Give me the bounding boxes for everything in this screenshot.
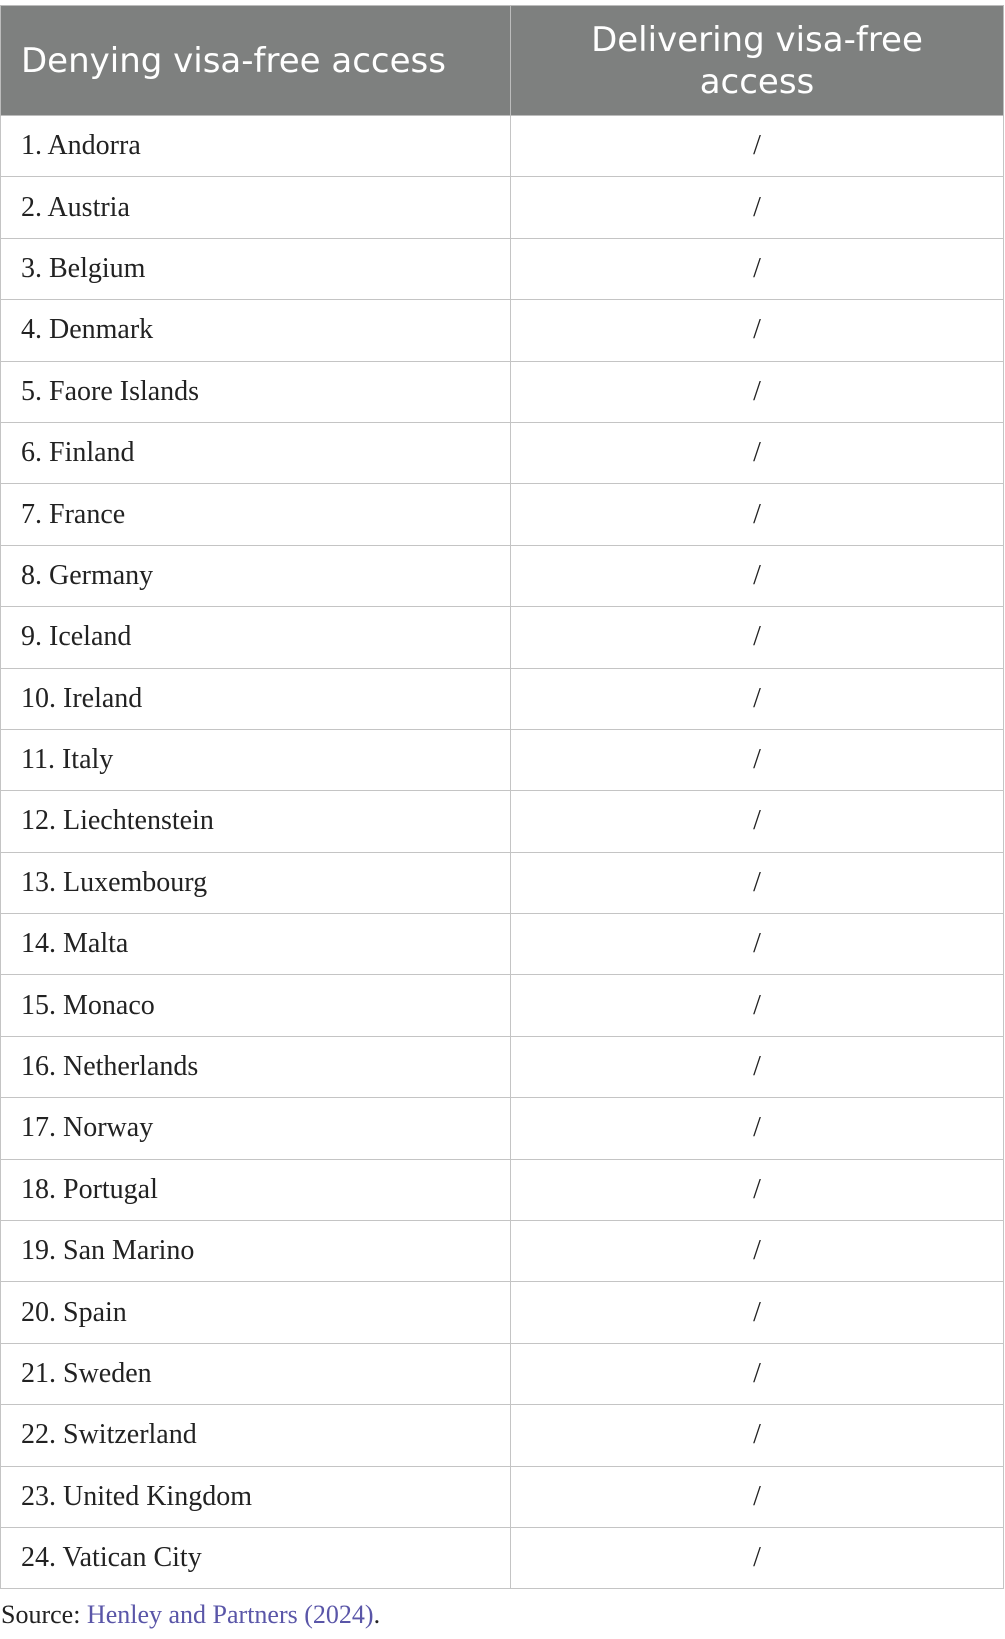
access-cell: /	[511, 729, 1004, 790]
country-cell: 19. San Marino	[1, 1221, 511, 1282]
access-cell: /	[511, 177, 1004, 238]
country-cell: 20. Spain	[1, 1282, 511, 1343]
country-cell: 9. Iceland	[1, 607, 511, 668]
header-delivering: Delivering visa-free access	[511, 6, 1004, 116]
header-row	[1, 6, 1004, 116]
source-prefix: Source:	[1, 1600, 87, 1629]
access-cell: /	[511, 1466, 1004, 1527]
country-cell: 14. Malta	[1, 914, 511, 975]
country-cell: 6. Finland	[1, 422, 511, 483]
table-row	[1, 729, 1004, 790]
country-cell: 4. Denmark	[1, 300, 511, 361]
table-header	[1, 6, 1004, 116]
country-cell: 23. United Kingdom	[1, 1466, 511, 1527]
access-cell: /	[511, 1221, 1004, 1282]
country-cell: 1. Andorra	[1, 116, 511, 177]
access-cell: /	[511, 1343, 1004, 1404]
table-row	[1, 238, 1004, 299]
table-row	[1, 1405, 1004, 1466]
table-row	[1, 422, 1004, 483]
table-row	[1, 1098, 1004, 1159]
country-cell: 11. Italy	[1, 729, 511, 790]
table-row	[1, 116, 1004, 177]
access-cell: /	[511, 238, 1004, 299]
access-cell: /	[511, 484, 1004, 545]
visa-access-table	[0, 5, 1004, 1589]
table-row	[1, 361, 1004, 422]
table-row	[1, 914, 1004, 975]
source-link[interactable]: Henley and Partners (2024)	[86, 1600, 374, 1629]
access-cell: /	[511, 607, 1004, 668]
table-row	[1, 1282, 1004, 1343]
access-cell: /	[511, 116, 1004, 177]
access-cell: /	[511, 791, 1004, 852]
source-suffix: .	[373, 1600, 381, 1629]
table-row	[1, 1343, 1004, 1404]
country-cell: 15. Monaco	[1, 975, 511, 1036]
access-cell: /	[511, 1098, 1004, 1159]
table-row	[1, 791, 1004, 852]
country-cell: 17. Norway	[1, 1098, 511, 1159]
access-cell: /	[511, 422, 1004, 483]
country-cell: 21. Sweden	[1, 1343, 511, 1404]
country-cell: 3. Belgium	[1, 238, 511, 299]
access-cell: /	[511, 1405, 1004, 1466]
access-cell: /	[511, 914, 1004, 975]
country-cell: 10. Ireland	[1, 668, 511, 729]
table-row	[1, 668, 1004, 729]
country-cell: 12. Liechtenstein	[1, 791, 511, 852]
table-row	[1, 177, 1004, 238]
access-cell: /	[511, 300, 1004, 361]
table-row	[1, 975, 1004, 1036]
access-cell: /	[511, 361, 1004, 422]
access-cell: /	[511, 852, 1004, 913]
source-note	[1, 1598, 380, 1632]
table-row	[1, 545, 1004, 606]
table-row	[1, 1036, 1004, 1097]
access-cell: /	[511, 545, 1004, 606]
table-row	[1, 484, 1004, 545]
header-denying: Denying visa-free access	[1, 6, 511, 116]
country-cell: 16. Netherlands	[1, 1036, 511, 1097]
country-cell: 8. Germany	[1, 545, 511, 606]
table-row	[1, 1221, 1004, 1282]
country-cell: 22. Switzerland	[1, 1405, 511, 1466]
table-body	[1, 116, 1004, 1589]
access-cell: /	[511, 668, 1004, 729]
access-cell: /	[511, 1282, 1004, 1343]
table-row	[1, 852, 1004, 913]
country-cell: 18. Portugal	[1, 1159, 511, 1220]
table-row	[1, 1159, 1004, 1220]
table-row	[1, 607, 1004, 668]
access-cell: /	[511, 1527, 1004, 1588]
country-cell: 13. Luxembourg	[1, 852, 511, 913]
access-cell: /	[511, 975, 1004, 1036]
access-cell: /	[511, 1036, 1004, 1097]
table-row	[1, 1466, 1004, 1527]
table-row	[1, 300, 1004, 361]
access-cell: /	[511, 1159, 1004, 1220]
country-cell: 5. Faore Islands	[1, 361, 511, 422]
country-cell: 2. Austria	[1, 177, 511, 238]
country-cell: 7. France	[1, 484, 511, 545]
country-cell: 24. Vatican City	[1, 1527, 511, 1588]
table-row	[1, 1527, 1004, 1588]
